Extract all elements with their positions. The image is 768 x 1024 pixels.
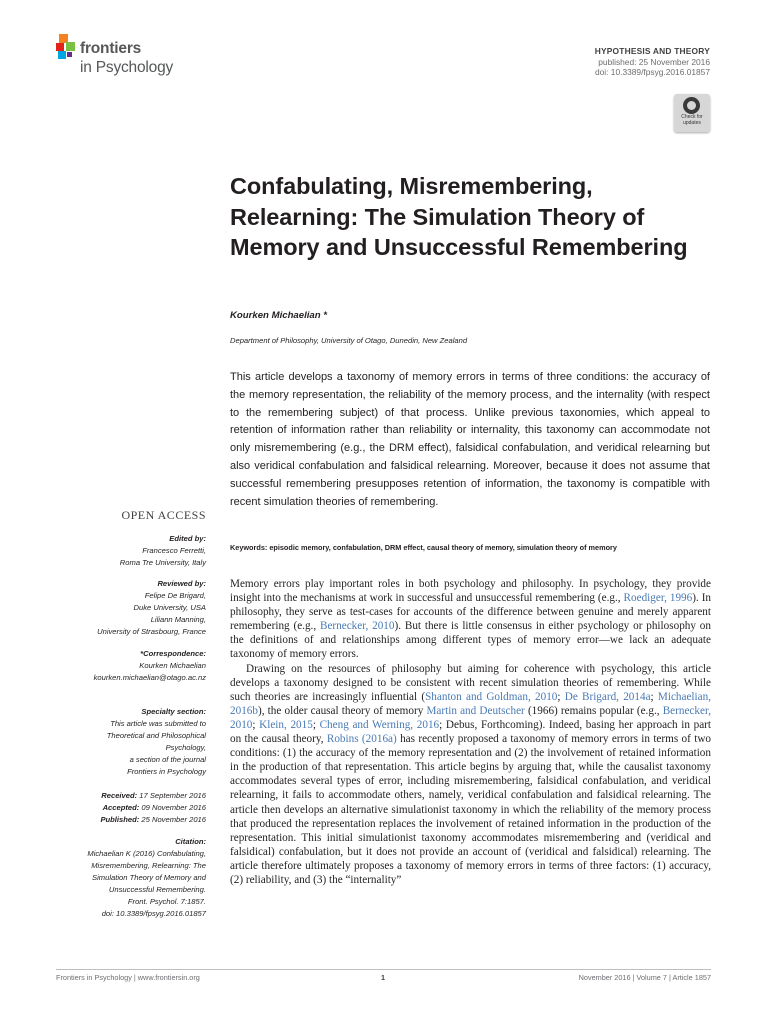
edited-by-heading: Edited by:	[169, 534, 206, 543]
citation-link[interactable]: Shanton and Goldman, 2010	[425, 690, 558, 703]
citation-line-4: Unsuccessful Remembering.	[108, 885, 206, 894]
check-updates-text: Check for updates	[681, 114, 703, 126]
body-text-run: (1966)	[527, 704, 558, 717]
specialty-line-3: Psychology,	[165, 743, 206, 752]
correspondence-name: Kourken Michaelian	[139, 661, 206, 670]
citation-line-3: Simulation Theory of Memory and	[92, 873, 206, 882]
article-doi[interactable]: doi: 10.3389/fpsyg.2016.01857	[594, 67, 710, 77]
correspondence-email[interactable]: kourken.michaelian@otago.ac.nz	[93, 673, 206, 682]
body-text-run: ;	[252, 718, 260, 731]
body-text-run: ;	[650, 690, 658, 703]
footer-divider	[56, 969, 711, 970]
specialty-line-4: a section of the journal	[129, 755, 206, 764]
received-date: Received: 17 September 2016	[101, 791, 206, 800]
footer-journal[interactable]: Frontiers in Psychology | www.frontiersin.org	[56, 973, 200, 982]
citation-link[interactable]: Roediger, 1996	[623, 592, 693, 605]
footer-issue: November 2016 | Volume 7 | Article 1857	[578, 973, 711, 982]
citation-link[interactable]: Klein, 2015	[259, 718, 313, 731]
open-access-label: OPEN ACCESS	[121, 508, 206, 522]
body-text-run: ), the older causal theory of memory	[257, 704, 427, 717]
citation-link[interactable]: Bernecker, 2010	[230, 704, 712, 731]
frontiers-logo-icon	[56, 34, 78, 60]
check-updates-icon	[683, 97, 700, 114]
article-title: Confabulating, Misremembering, Relearning: The Simulation Theory of Memory and Unsuccessful Remembering	[230, 173, 688, 260]
body-text-run: ). But there is little consensus in either psychology or philosophy on the definitions of and relationships among different types of memory error—we lack an adequate taxonomy of memory errors.	[230, 620, 711, 661]
edited-by-section	[56, 533, 206, 569]
logo-brand-text: frontiers	[80, 40, 142, 57]
specialty-section	[56, 706, 206, 778]
correspondence-section	[56, 648, 206, 684]
citation-doi[interactable]: doi: 10.3389/fpsyg.2016.01857	[101, 909, 206, 918]
citation-heading: Citation:	[175, 837, 206, 846]
citation-section	[56, 836, 206, 920]
reviewer-affiliation-1: Duke University, USA	[133, 603, 206, 612]
specialty-line-1: This article was submitted to	[110, 719, 206, 728]
citation-link[interactable]: Michaelian, 2016b	[230, 690, 712, 717]
reviewed-by-section	[56, 578, 206, 638]
abstract: This article develops a taxonomy of memory errors in terms of three conditions: the accuracy of the memory representation, the reliability of the memory process, and the internality (with respect to the remembering subject) of that process. Unlike previous taxonomies, which appeal to retention of information rather than reliability or internality, this taxonomy can accommodate not only misremembering (e.g., the DRM effect), falsidical confabulation, and veridical relearning but also veridical confabulation and falsidical relearning. Moreover, because it does not assume that successful remembering presupposes retention of information, the taxonomy is compatible with recent simulation theories of remembering.	[230, 371, 710, 508]
citation-link[interactable]: Cheng and Werning, 2016	[319, 718, 440, 731]
reviewer-affiliation-2: University of Strasbourg, France	[97, 627, 206, 636]
article-type: HYPOTHESIS AND THEORY	[594, 46, 710, 56]
article-meta	[595, 46, 710, 78]
citation-link[interactable]: De Brigard, 2014a	[564, 690, 651, 703]
page-number: 1	[381, 973, 386, 982]
body-text-run: has recently proposed a taxonomy of memory errors in terms of two conditions: (1) the accuracy of the memory representation and (2) the involvement of retained information in the production of that representation. This article begins by arguing that, while the causalist taxonomy accommodates several types of error, including misremembering, falsidical confabulation, and veridical relearning, it fails to accommodate others, namely, veridical confabulation and falsidical relearning. The article then develops an alternative simulationist taxonomy in which the reliability of the memory process that produced the representation replaces the involvement of retained information in the production of the representation. This initial simulationist taxonomy accommodates misremembering and (veridical and falsidical) confabulation, but it does not provide an account of (veridical and falsidical) relearning. The article therefore ultimately proposes a taxonomy of memory errors in terms of three factors: (1) accuracy, (2) reliability, and (3) the “internality”	[230, 733, 711, 886]
specialty-line-2: Theoretical and Philosophical	[106, 731, 206, 740]
citation-line-1: Michaelian K (2016) Confabulating,	[87, 849, 206, 858]
body-text-run: ;	[557, 690, 565, 703]
reviewer-name-2[interactable]: Liliann Manning,	[150, 615, 206, 624]
body-text-run: ;	[312, 718, 320, 731]
published-date-sidebar: Published: 25 November 2016	[100, 815, 206, 824]
author-name[interactable]: Kourken Michaelian *	[230, 310, 328, 321]
reviewed-by-heading: Reviewed by:	[157, 579, 206, 588]
check-for-updates-badge[interactable]	[674, 94, 710, 132]
editor-name[interactable]: Francesco Ferretti,	[142, 546, 206, 555]
logo-journal-text: in Psychology	[80, 59, 174, 76]
body-text-run: ; Debus, Forthcoming). Indeed, basing her approach in part on the causal theory,	[230, 718, 712, 746]
body-text-run: Drawing on the resources of philosophy but aiming for coherence with psychology, this article develops a taxonomy designed to be consistent with recent simulation theories of remembering. While such theories are increasingly influential (	[230, 662, 711, 703]
reviewer-name-1[interactable]: Felipe De Brigard,	[144, 591, 206, 600]
body-paragraph	[230, 662, 711, 888]
author-affiliation: Department of Philosophy, University of Otago, Dunedin, New Zealand	[230, 336, 468, 345]
body-paragraph	[230, 577, 711, 662]
published-date: published: 25 November 2016	[598, 56, 710, 67]
body-text	[230, 577, 711, 887]
citation-line-2: Misremembering, Relearning: The	[91, 861, 206, 870]
citation-link[interactable]: Bernecker, 2010	[319, 620, 395, 633]
dates-section	[56, 790, 206, 826]
correspondence-heading: *Correspondence:	[140, 649, 206, 658]
accepted-date: Accepted: 09 November 2016	[102, 803, 206, 812]
citation-line-5: Front. Psychol. 7:1857.	[127, 897, 206, 906]
body-text-run: Memory errors play important roles in both psychology and philosophy. In psychology, they provide insight into the mechanisms at work in successful and unsuccessful remembering (e.g.,	[230, 578, 711, 605]
journal-logo[interactable]	[56, 34, 216, 80]
citation-link[interactable]: Robins (2016a)	[326, 733, 397, 746]
editor-affiliation: Roma Tre University, Italy	[119, 558, 206, 567]
body-text-run: ). In philosophy, they serve as test-cases for accounts of the difference between genuine and merely apparent remembering (e.g.,	[230, 592, 712, 633]
specialty-heading: Specialty section:	[141, 707, 206, 716]
specialty-line-5: Frontiers in Psychology	[127, 767, 206, 776]
body-text-run: remains popular (e.g.,	[557, 704, 663, 717]
citation-link[interactable]: Martin and Deutscher	[426, 704, 525, 717]
keywords: Keywords: episodic memory, confabulation, DRM effect, causal theory of memory, simulation theory of memory	[230, 543, 617, 552]
